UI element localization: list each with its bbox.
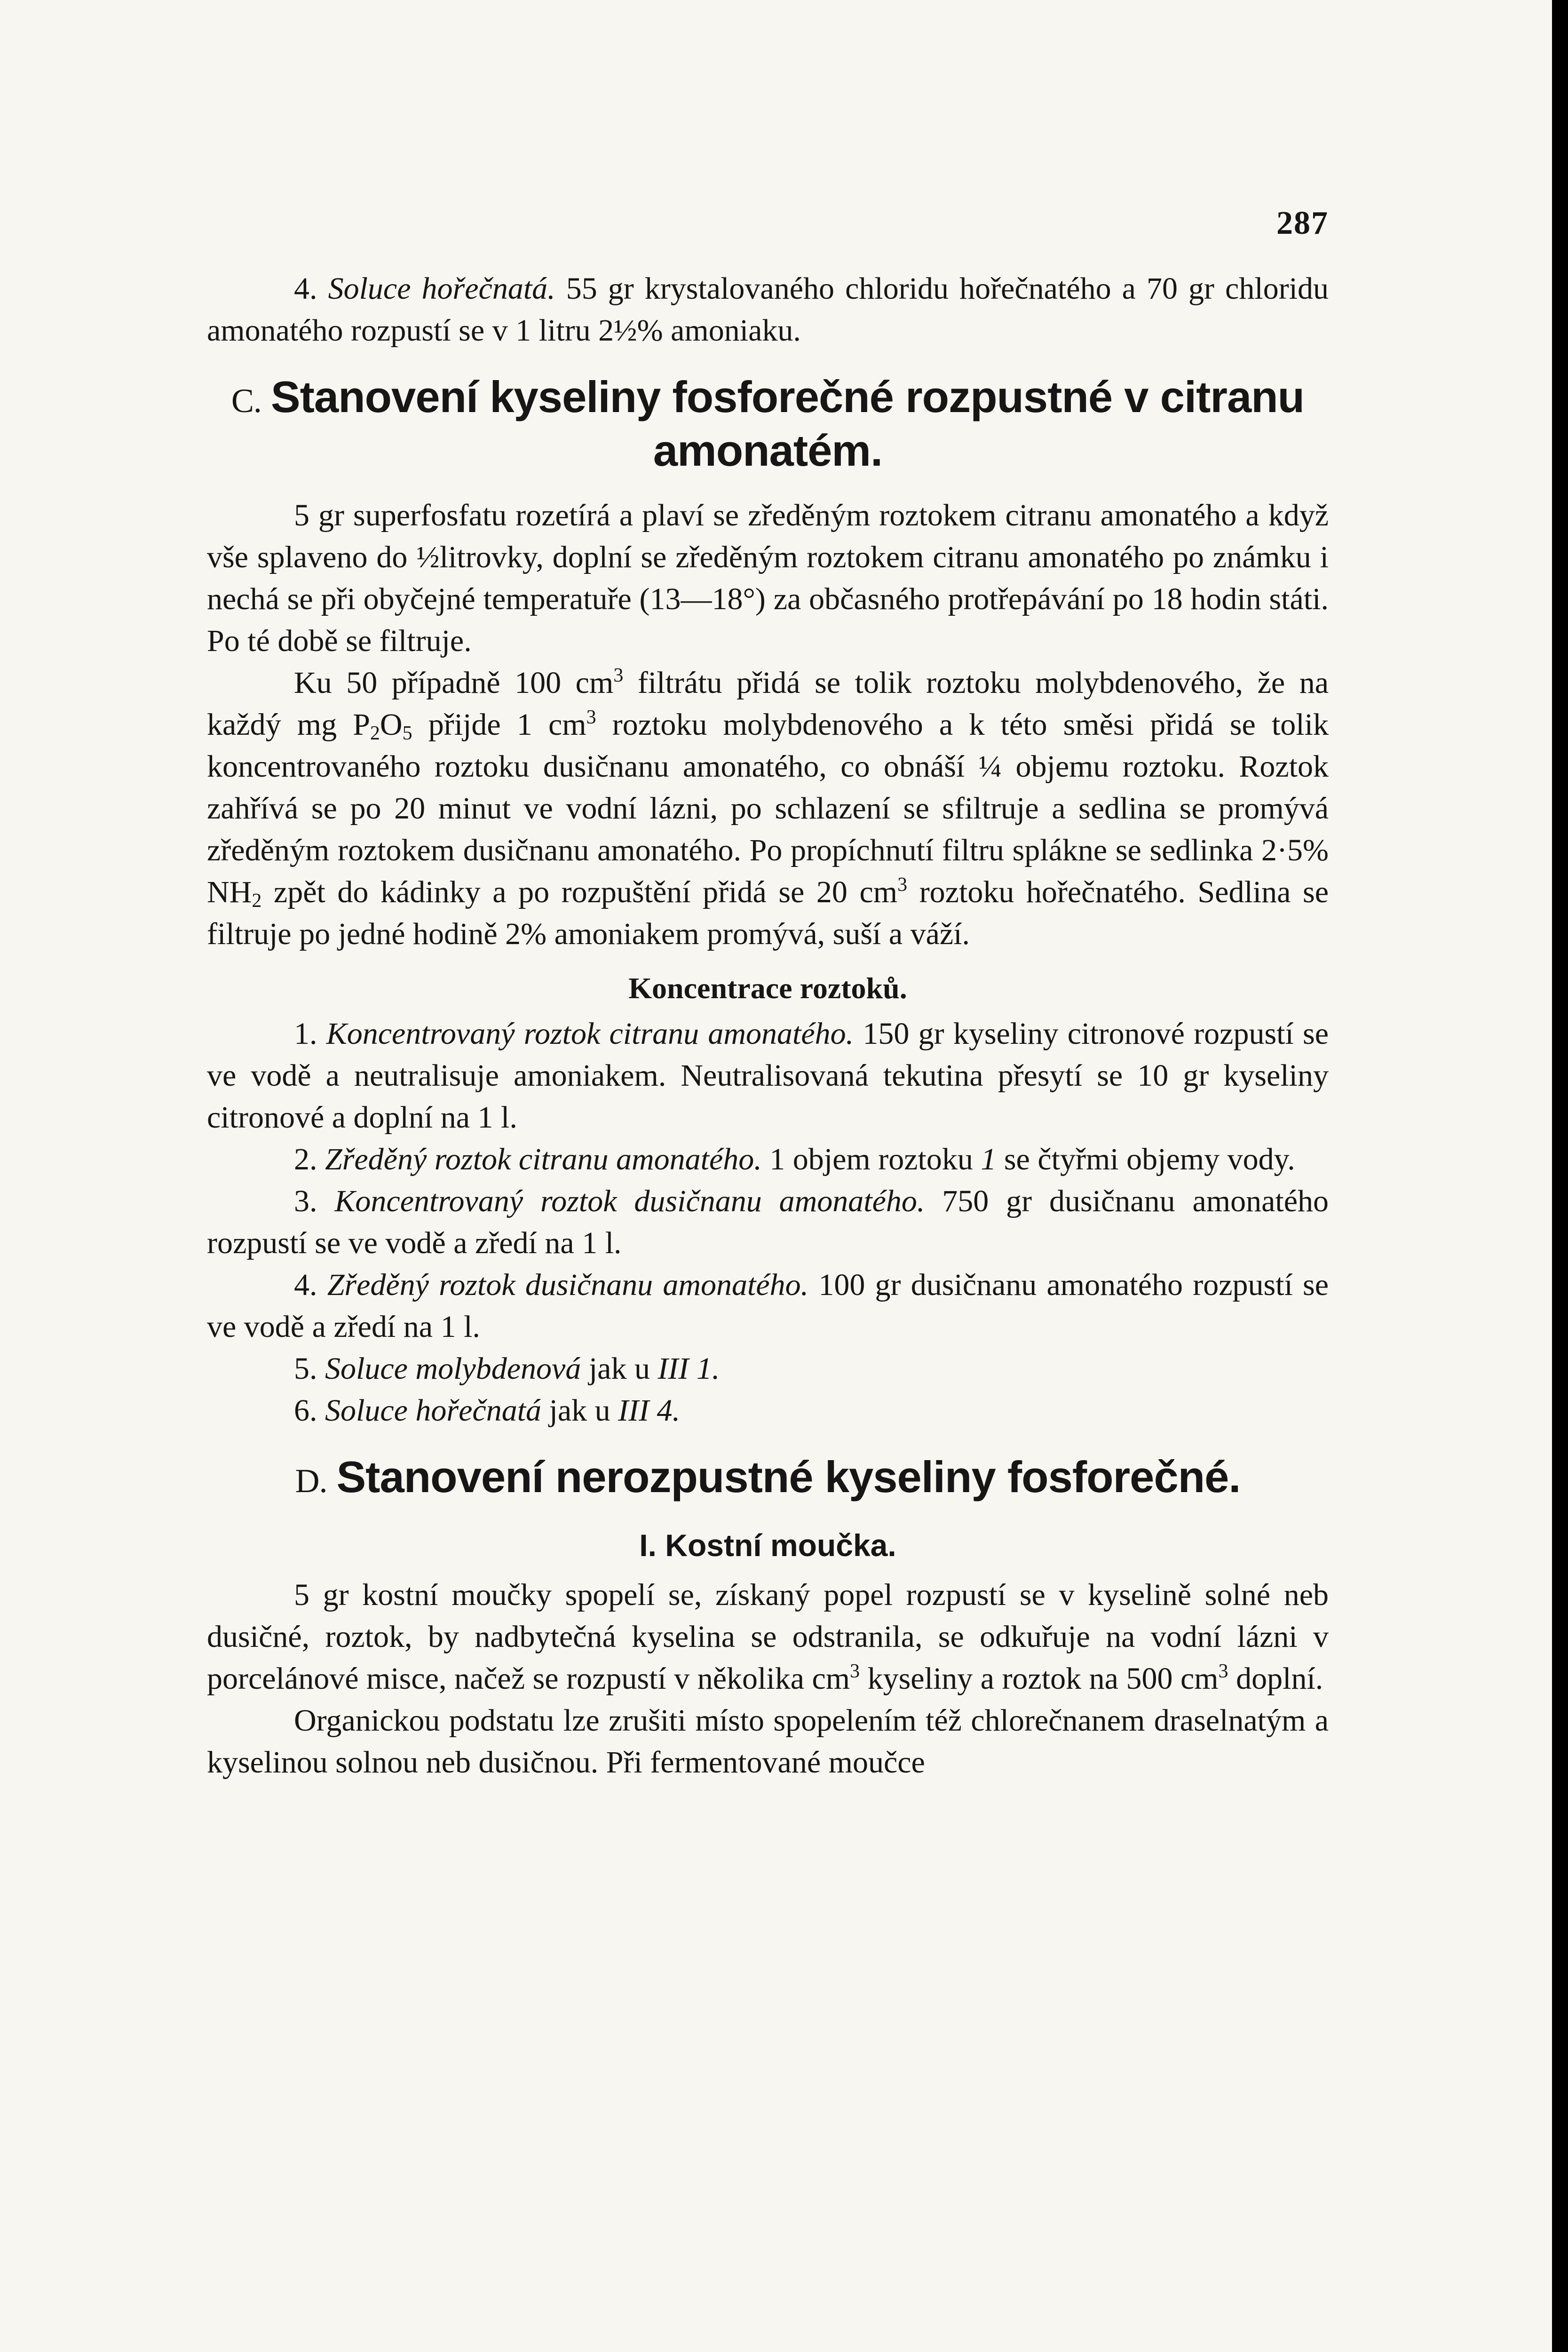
- list-item: 6. Soluce hořečnatá jak u III 4.: [294, 1393, 681, 1428]
- section-title: Stanovení kyseliny fosforečné rozpustné v citranu amonatém.: [270, 372, 1305, 475]
- concentration-heading: Koncentrace roztoků.: [628, 971, 907, 1005]
- section-letter: D.: [295, 1462, 327, 1500]
- paragraph-soluce-horecnata: [207, 268, 1329, 351]
- paragraph-d-1: 5 gr kostní moučky spopelí se, získaný popel rozpustí se v kyselině solné neb dusičné, roztok, by nadbytečná kyselina se odstranila, se odkuřuje na vodní lázni v porcelánové misce, načež se rozpustí v několika $cm^3$ kyseliny a roztok na 500 $cm^3$ doplní.: [207, 1578, 1329, 1696]
- list-item: 4. Zředěný roztok dusičnanu amonatého. 100 gr dusičnanu amonatého rozpustí se ve vodě a zředí na 1 l.: [207, 1268, 1329, 1344]
- item-number: 4.: [294, 271, 317, 306]
- subsection-heading: I. Kostní moučka.: [639, 1528, 896, 1563]
- paragraph-c-1: 5 gr superfosfatu rozetírá a plaví se zředěným roztokem citranu amonatého a když vše splaveno do ½litrovky, doplní se zředěným roztokem citranu amonatého po známku i nechá se při obyčejné temperatuře (13—18°) za občasného protřepávání po 18 hodin státi. Po té době se filtruje.: [207, 498, 1329, 658]
- item-text: 55 gr krystalovaného chloridu hořečnatého a 70 gr chloridu amonatého rozpustí se v 1 litru 2½% amoniaku.: [207, 271, 1329, 348]
- section-letter: C.: [231, 382, 261, 420]
- section-d-heading: [207, 1452, 1329, 1506]
- paragraph-d-2: Organickou podstatu lze zrušiti místo spopelením též chlorečnanem draselnatým a kyselinou solnou neb dusičnou. Při fermentované moučce: [207, 1703, 1329, 1780]
- section-title: Stanovení nerozpustné kyseliny fosforečné.: [336, 1452, 1241, 1502]
- list-item: 1. Koncentrovaný roztok citranu amonatého. 150 gr kyseliny citronové rozpustí se ve vodě a neutralisuje amoniakem. Neutralisovaná tekutina přesytí se 10 gr kyseliny citronové a doplní na 1 l.: [207, 1017, 1329, 1135]
- page-number: 287: [1276, 205, 1329, 241]
- paragraph-c-2: Ku 50 případně 100 $cm^3$ filtrátu přidá se tolik roztoku molybdenového, že na každý mg $P_2O_5$ přijde 1 $cm^3$ roztoku molybdenového a k této směsi přidá se tolik koncentrovaného roztoku dusičnanu amonatého, co obnáší ¼ objemu roztoku. Roztok zahřívá se po 20 minut ve vodní lázni, po schlazení se sfiltruje a sedlina se promývá zředěným roztokem dusičnanu amonatého. Po propíchnutí filtru spláknе se sedlinka 2·5% $NH_2$ zpět do kádinky a po rozpuštění přidá se 20 $cm^3$ roztoku hořečnatého. Sedlina se filtruje po jedné hodině 2% amoniakem promývá, suší a váží.: [207, 665, 1329, 951]
- document-page: [207, 202, 1329, 1783]
- list-item: 5. Soluce molybdenová jak u III 1.: [294, 1351, 720, 1386]
- list-item: 3. Koncentrovaný roztok dusičnanu amonatého. 750 gr dusičnanu amonatého rozpustí se ve vodě a zředí na 1 l.: [207, 1184, 1329, 1260]
- item-title: Soluce hořečnatá.: [328, 271, 555, 306]
- section-c-heading: [207, 372, 1329, 476]
- list-item: 2. Zředěný roztok citranu amonatého. 1 objem roztoku 1 se čtyřmi objemy vody.: [294, 1142, 1295, 1176]
